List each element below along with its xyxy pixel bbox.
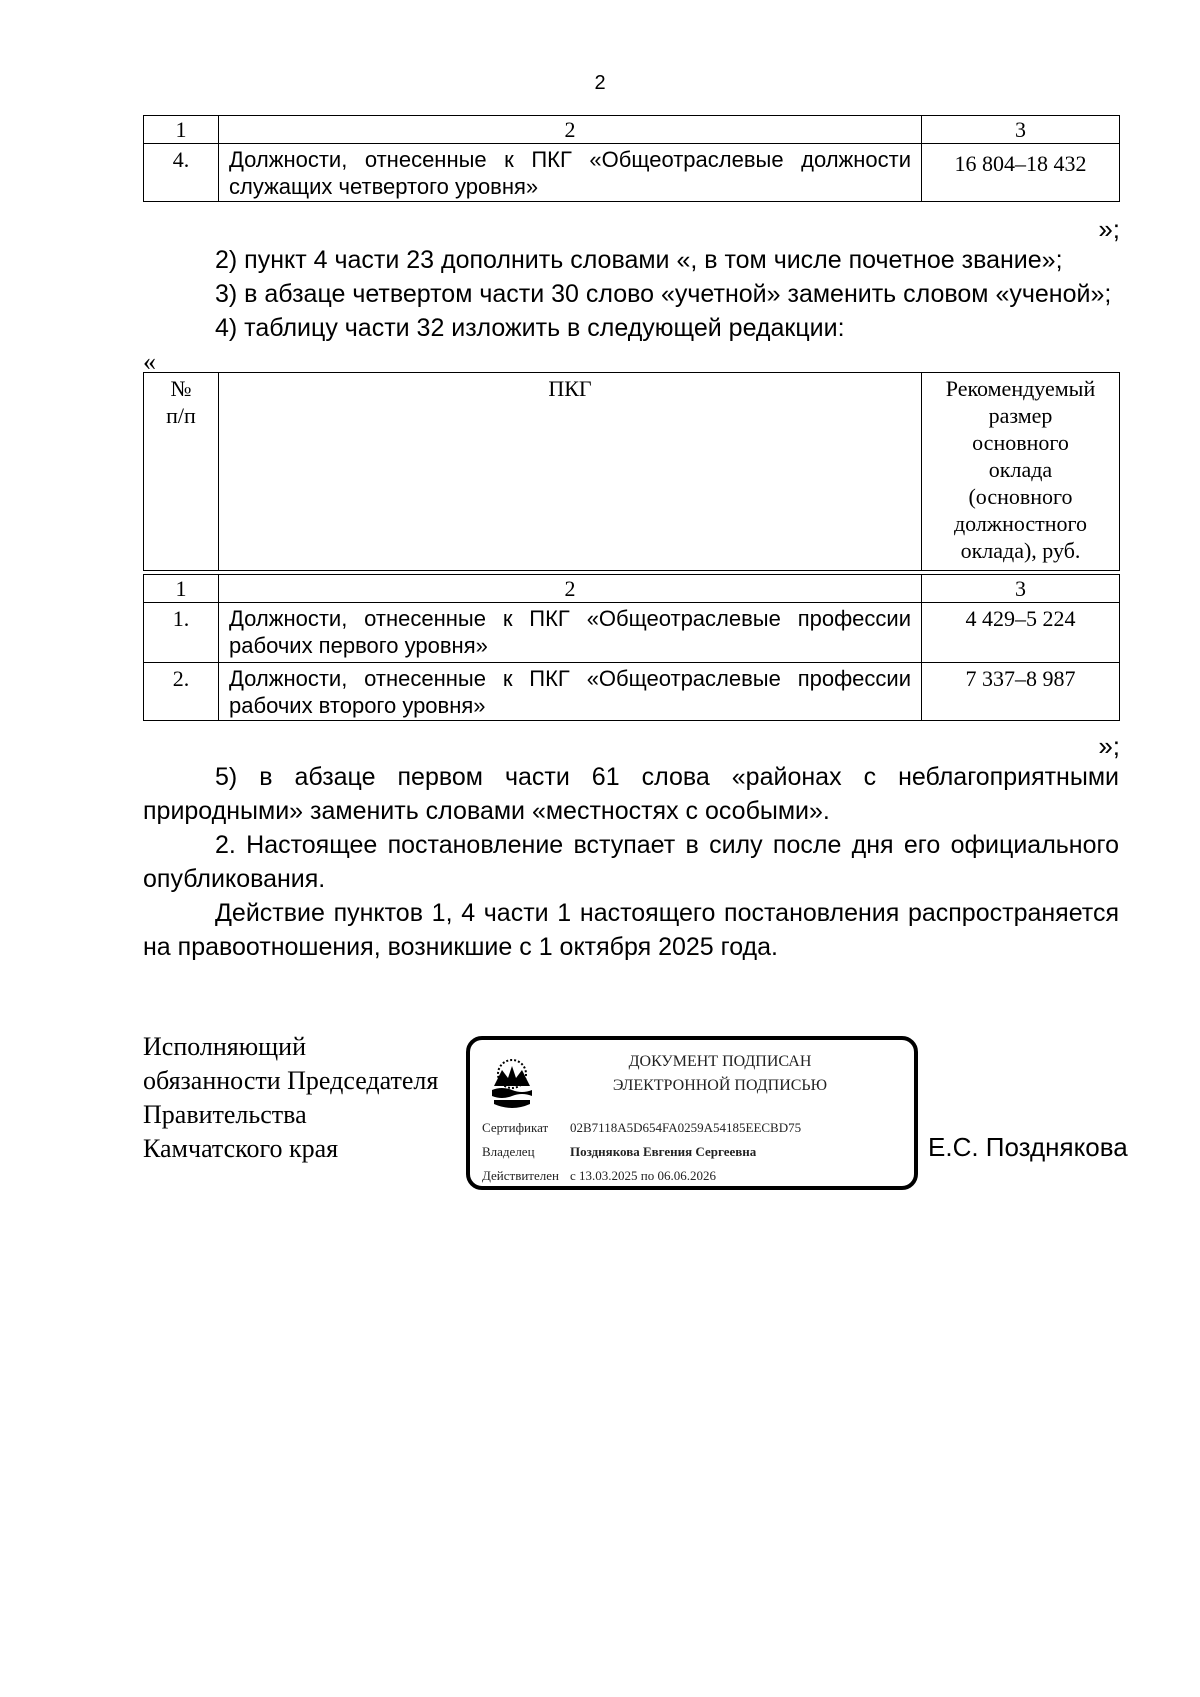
paragraph-entry-into-force: 2. Настоящее постановление вступает в силу после дня его официального опубликования. (143, 831, 1119, 893)
row-description-line: служащих четвертого уровня» (229, 174, 539, 199)
table-column-numbers (144, 116, 1120, 144)
stamp-heading-line: ДОКУМЕНТ ПОДПИСАН (628, 1053, 812, 1070)
stamp-label: Действителен (482, 1168, 559, 1183)
signatory-title-line: Камчатского края (143, 1134, 339, 1163)
signatory-title-line: Правительства (143, 1100, 307, 1129)
table-row (144, 603, 1120, 663)
row-value: 16 804–18 432 (922, 144, 1120, 202)
row-number: 2. (144, 663, 219, 721)
column-number: 1 (144, 116, 219, 144)
row-description-line: Должности, отнесенные к ПКГ «Общеотраслевые профессии (229, 666, 911, 691)
row-value: 7 337–8 987 (922, 663, 1120, 721)
header-text: (основного (968, 484, 1073, 509)
row-number: 1. (144, 603, 219, 663)
coat-of-arms-icon (486, 1052, 538, 1112)
stamp-owner-value: Позднякова Евгения Сергеевна (570, 1144, 757, 1159)
row-description-line: Должности, отнесенные к ПКГ «Общеотраслевые профессии (229, 606, 911, 631)
column-number: 2 (219, 116, 922, 144)
row-value: 4 429–5 224 (922, 603, 1120, 663)
stamp-label: Владелец (482, 1144, 535, 1159)
paragraph-retroactive-effect: Действие пунктов 1, 4 части 1 настоящего постановления распространяется на правоотношения, возникшие с 1 октября 2025 года. (143, 899, 1119, 961)
table-column-numbers (144, 575, 1120, 603)
table-continuation (143, 115, 1120, 202)
header-text: оклада (988, 457, 1053, 482)
row-number: 4. (144, 144, 219, 202)
amendment-item-2: 2) пункт 4 части 23 дополнить словами «, в том числе почетное звание»; (215, 246, 1063, 274)
table-row (144, 144, 1120, 202)
stamp-label: Сертификат (482, 1120, 549, 1135)
table-body (143, 574, 1120, 721)
row-description (219, 603, 922, 663)
stamp-heading-line: ЭЛЕКТРОННОЙ ПОДПИСЬЮ (612, 1077, 828, 1094)
closing-quote: »; (1098, 214, 1120, 244)
stamp-validity-row (482, 1168, 716, 1184)
row-description-line: Должности, отнесенные к ПКГ «Общеотраслевые должности (229, 147, 911, 172)
table-header (143, 372, 1120, 571)
header-text: основного (972, 430, 1069, 455)
table-row (144, 663, 1120, 721)
column-number: 3 (922, 116, 1120, 144)
header-text: должностного (953, 511, 1088, 536)
stamp-validity-value: с 13.03.2025 по 06.06.2026 (570, 1168, 716, 1183)
amendment-item-4: 4) таблицу части 32 изложить в следующей редакции: (215, 314, 845, 342)
stamp-certificate-row (482, 1120, 801, 1136)
header-salary-column (922, 373, 1120, 571)
header-pkg-column: ПКГ (219, 373, 922, 571)
header-text: п/п (166, 403, 196, 428)
row-description (219, 663, 922, 721)
stamp-certificate-value: 02B7118A5D654FA0259A54185EECBD75 (570, 1120, 802, 1135)
amendment-item-5: 5) в абзаце первом части 61 слова «районах с неблагоприятными природными» заменить словами «местностях с особыми». (143, 763, 1119, 825)
stamp-owner-row (482, 1144, 756, 1160)
opening-quote: « (143, 347, 156, 376)
row-description (219, 144, 922, 202)
signatory-title (143, 1030, 438, 1166)
signatory-title-line: обязанности Председателя (143, 1066, 439, 1095)
page-number: 2 (594, 72, 606, 94)
header-text: Рекомендуемый (945, 376, 1096, 401)
closing-quote: »; (1098, 731, 1120, 761)
column-number: 3 (922, 575, 1120, 603)
header-text: № (170, 376, 192, 401)
signer-name: Е.С. Позднякова (928, 1132, 1128, 1162)
column-number: 2 (219, 575, 922, 603)
electronic-signature-stamp (466, 1036, 918, 1190)
signatory-title-line: Исполняющий (143, 1032, 307, 1061)
header-text: размер (988, 403, 1053, 428)
row-description-line: рабочих первого уровня» (229, 633, 488, 658)
header-text: оклада), руб. (960, 538, 1081, 563)
column-number: 1 (144, 575, 219, 603)
row-description-line: рабочих второго уровня» (229, 693, 486, 718)
amendment-item-3: 3) в абзаце четвертом части 30 слово «учетной» заменить словом «ученой»; (215, 280, 1112, 308)
table-header-row (144, 373, 1120, 571)
stamp-heading (550, 1050, 890, 1098)
header-number-column (144, 373, 219, 571)
